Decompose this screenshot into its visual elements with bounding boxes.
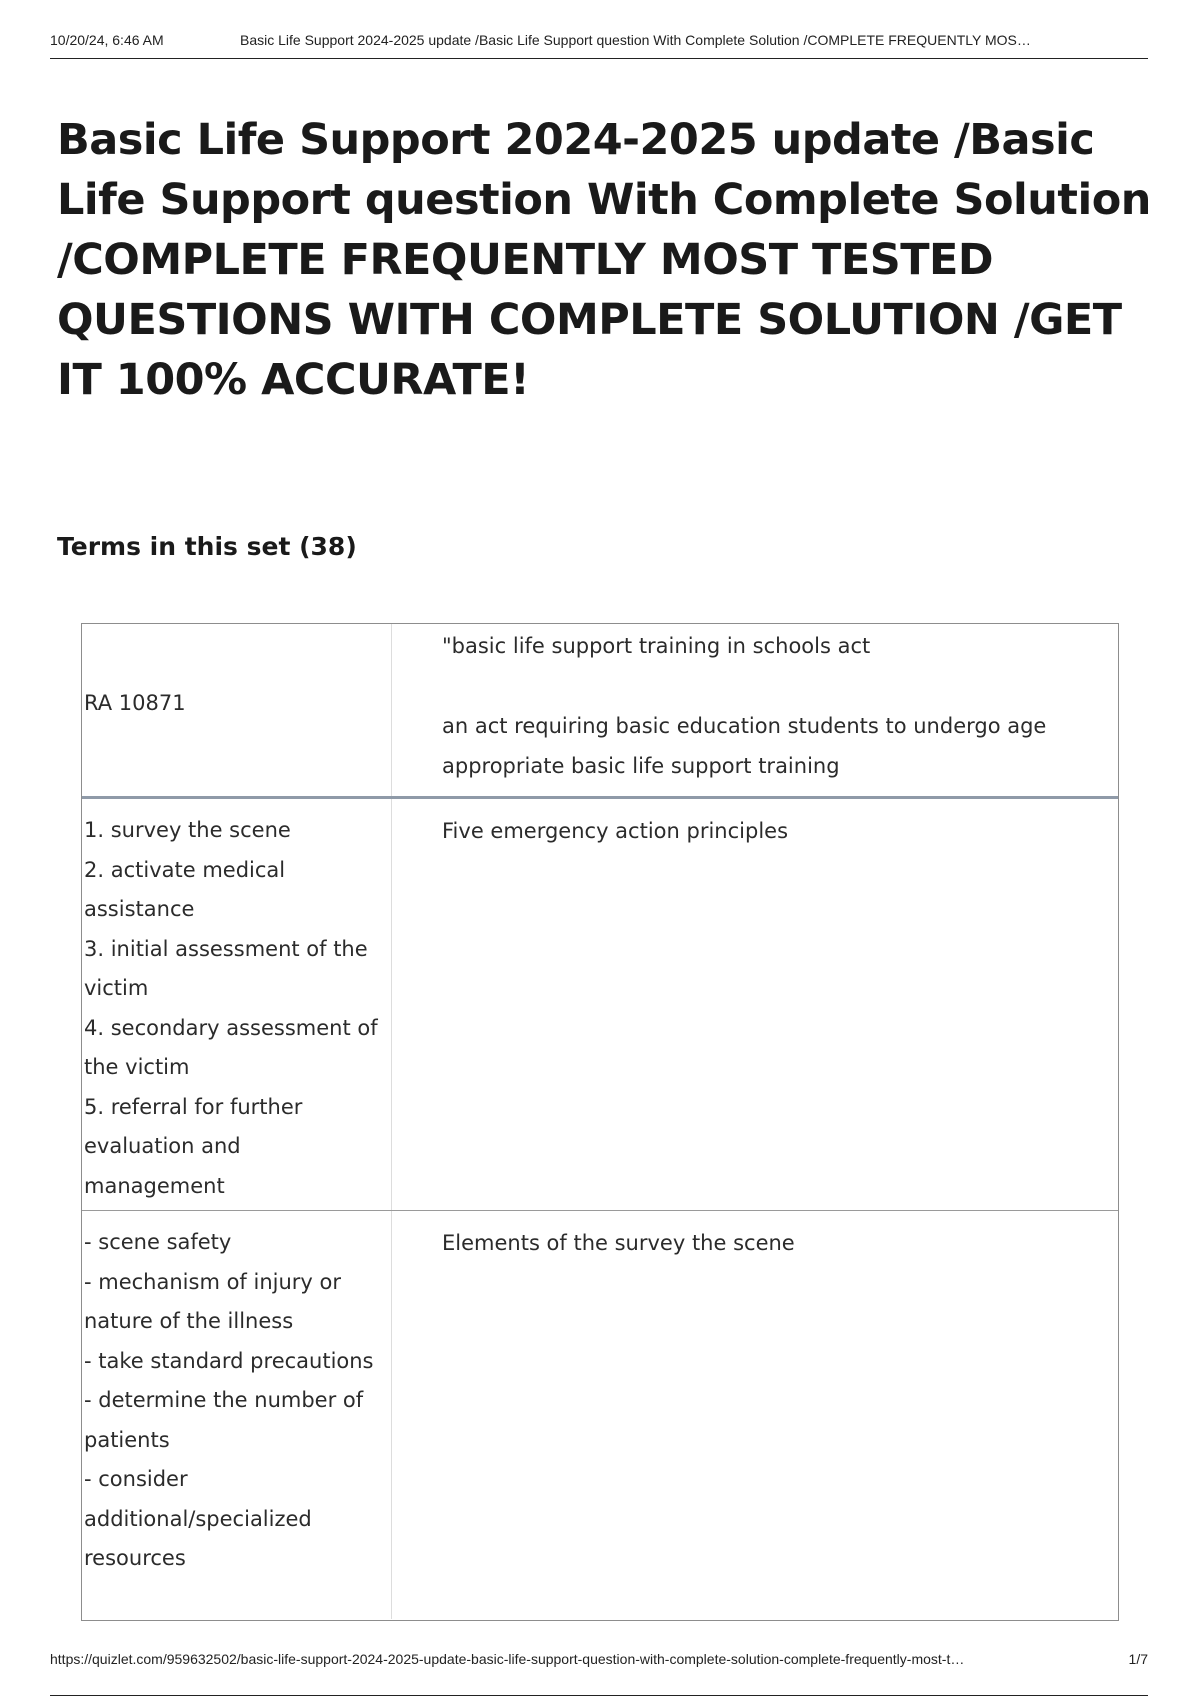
term-cell [82, 624, 392, 796]
definition-cell [392, 1211, 1118, 1619]
print-date: 10/20/24, 6:46 AM [50, 32, 164, 48]
definition-text: Five emergency action principles [442, 819, 789, 843]
term-cell [82, 1211, 392, 1619]
page-number: 1/7 [1128, 1651, 1148, 1667]
page-url: https://quizlet.com/959632502/basic-life-support-2024-2025-update-basic-life-support-question-with-complete-solution-complete-frequently-most-t… [50, 1651, 965, 1667]
page-title: Basic Life Support 2024-2025 update /Basic Life Support question With Complete Solution /COMPLETE FREQUENTLY MOST TESTED QUESTIONS WITH COMPLETE SOLUTION /GET IT 100% ACCURATE! [57, 115, 1151, 405]
print-header [50, 30, 1148, 59]
terms-heading: Terms in this set (38) [57, 532, 357, 561]
definition-text: Elements of the survey the scene [442, 1231, 795, 1255]
term-cell [82, 799, 392, 1210]
definition-text: "basic life support training in schools act an act requiring basic education students to undergo age appropriate basic life support training [442, 634, 1047, 778]
definition-cell [392, 799, 1118, 1210]
term-text: - scene safety - mechanism of injury or nature of the illness - take standard precautions - determine the number of patients - consider additional/specialized resources [84, 1230, 374, 1570]
print-footer [50, 1645, 1148, 1696]
term-row [82, 1211, 1118, 1619]
term-text: 1. survey the scene 2. activate medical assistance 3. initial assessment of the victim 4. secondary assessment of the victim 5. referral for further evaluation and management [84, 818, 378, 1198]
terms-table [81, 623, 1119, 1621]
print-doc-title: Basic Life Support 2024-2025 update /Basic Life Support question With Complete Solution /COMPLETE FREQUENTLY MOS… [240, 32, 1031, 48]
definition-cell [392, 624, 1118, 796]
term-row [82, 624, 1118, 799]
term-row [82, 799, 1118, 1211]
term-text: RA 10871 [84, 691, 186, 715]
